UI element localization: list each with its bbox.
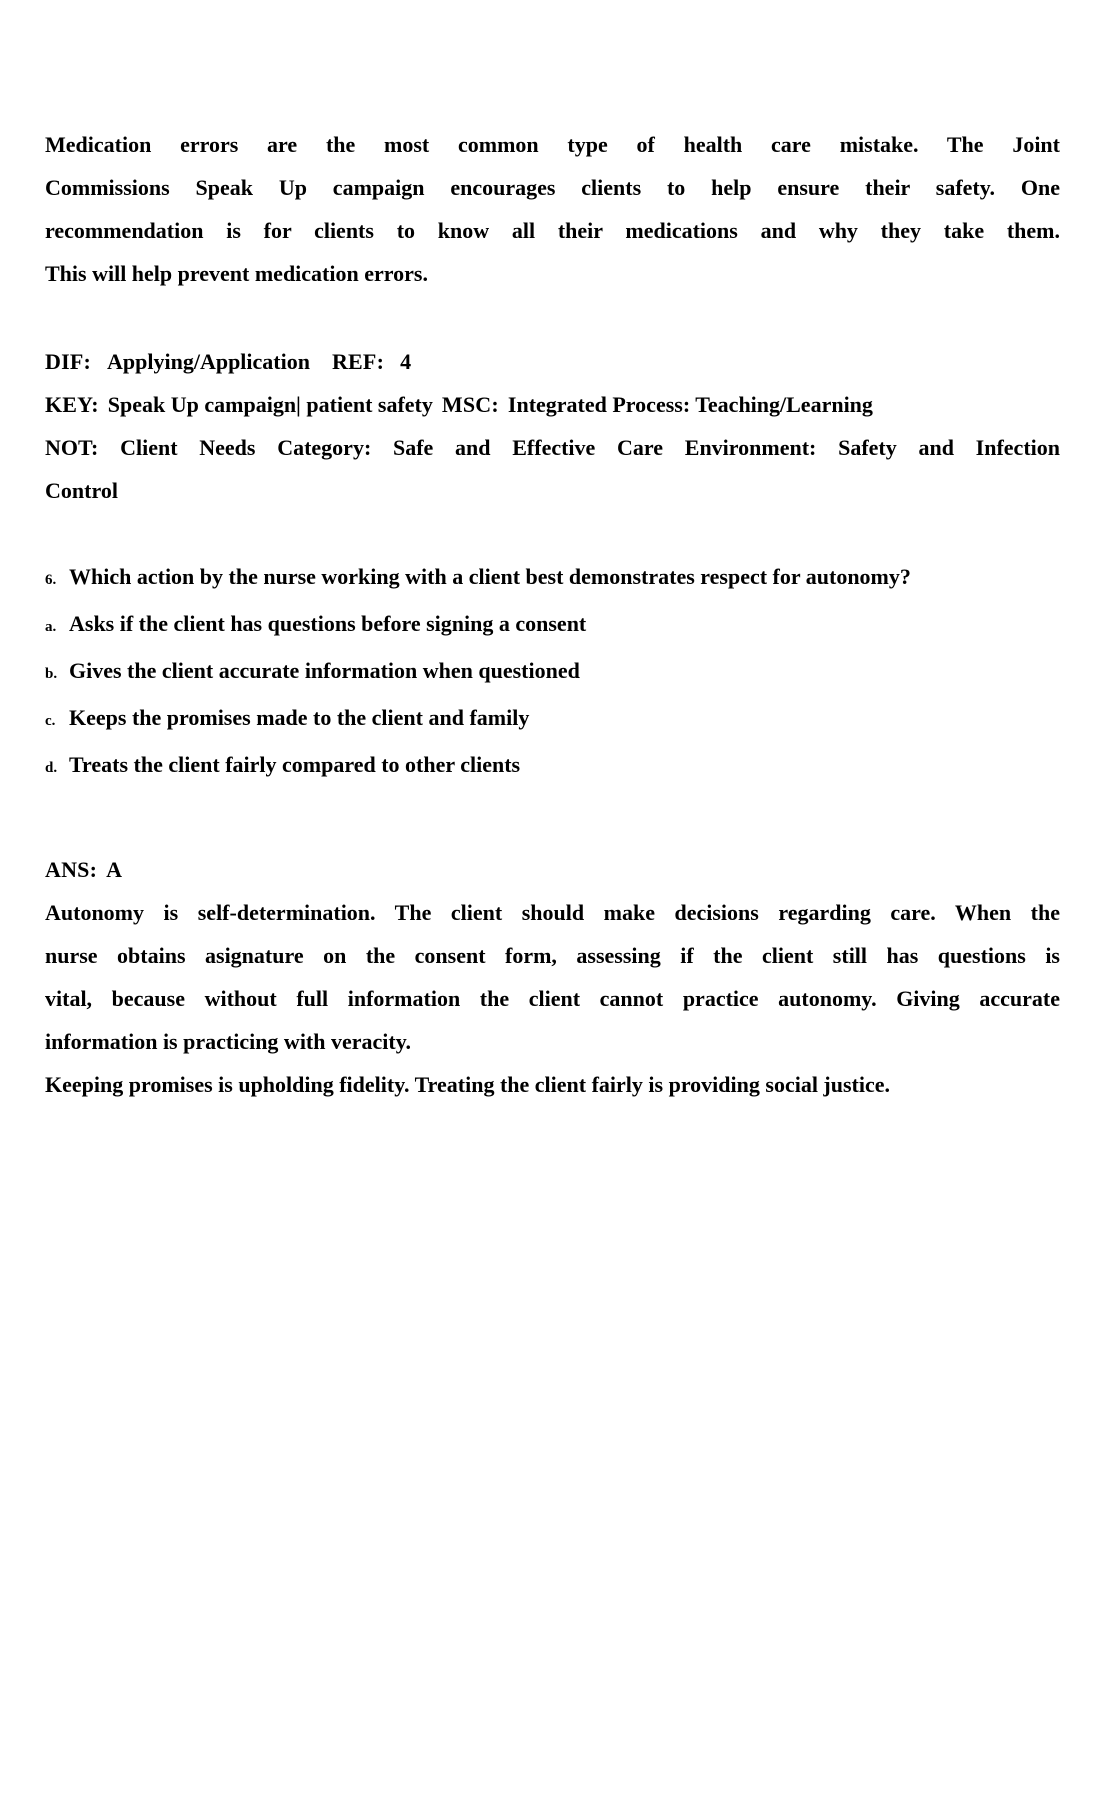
option-d-text: Treats the client fairly compared to other clients: [69, 752, 521, 777]
msc-label: MSC:: [441, 392, 499, 417]
dif-value: Applying/Application: [107, 349, 310, 374]
option-c-text: Keeps the promises made to the client and family: [69, 705, 530, 730]
feedback-paragraph: Medication errors are the most common type of health care mistake. The Joint Commissions Speak Up campaign encourages clients to help ensure their safety. One recommendation is for clients to know all their medications and why they take them. This will help prevent medication errors.: [45, 132, 1060, 286]
option-c: [45, 696, 1060, 743]
option-b: [45, 649, 1060, 696]
rationale-paragraph: Autonomy is self-determination. The client should make decisions regarding care. When the nurse obtains asignature on the consent form, assessing if the client still has questions is vital, because without full information the client cannot practice autonomy. Giving accurate information is practicing with veracity.: [45, 900, 1060, 1054]
dif-label: DIF:: [45, 349, 92, 374]
rationale-note: Keeping promises is upholding fidelity. Treating the client fairly is providing social justice.: [45, 1072, 891, 1097]
dif-ref-line: [45, 340, 1060, 383]
ans-value: A: [106, 857, 123, 882]
ref-value: 4: [400, 349, 412, 374]
msc-value: Integrated Process: Teaching/Learning: [507, 392, 873, 417]
option-c-letter: c.: [45, 713, 56, 729]
question-6: [45, 555, 1060, 602]
option-a-text: Asks if the client has questions before signing a consent: [69, 611, 587, 636]
key-msc-line: [45, 383, 1060, 426]
answer-options: [45, 602, 1060, 790]
answer-section: [45, 848, 1060, 1106]
option-a: [45, 602, 1060, 649]
question-block: [45, 555, 1060, 790]
ref-label: REF:: [331, 349, 385, 374]
option-a-letter: a.: [45, 619, 57, 635]
not-line: NOT: Client Needs Category: Safe and Effective Care Environment: Safety and Infection Control: [45, 435, 1060, 503]
option-d: [45, 743, 1060, 790]
option-b-letter: b.: [45, 666, 58, 682]
ans-line: [45, 848, 1060, 891]
question-number: 6.: [45, 572, 57, 588]
metadata-block: [45, 340, 1060, 512]
option-d-letter: d.: [45, 760, 58, 776]
ans-label: ANS:: [45, 857, 98, 882]
key-value: Speak Up campaign| patient safety: [107, 392, 433, 417]
key-label: KEY:: [45, 392, 99, 417]
option-b-text: Gives the client accurate information when questioned: [69, 658, 580, 683]
question-text: Which action by the nurse working with a client best demonstrates respect for autonomy?: [69, 564, 911, 589]
